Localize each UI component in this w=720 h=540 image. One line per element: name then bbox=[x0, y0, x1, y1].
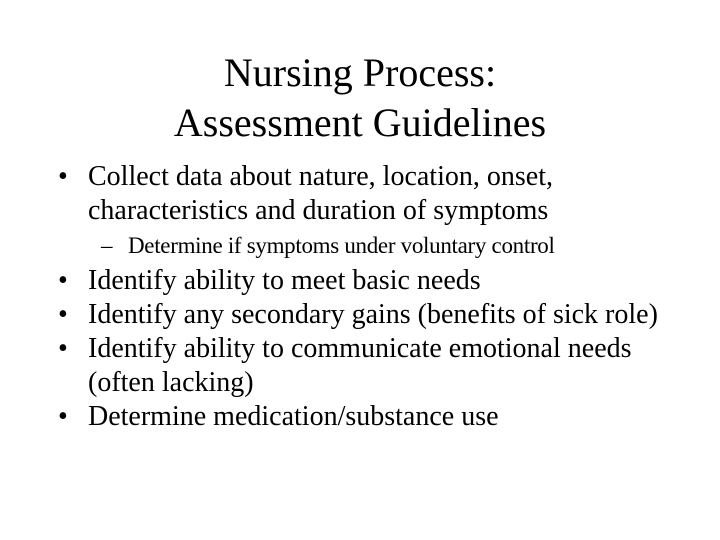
bullet-text: Determine medication/substance use bbox=[88, 401, 499, 432]
bullet-icon: • bbox=[58, 333, 68, 364]
bullet-icon: • bbox=[58, 401, 68, 432]
bullet-item bbox=[58, 160, 678, 228]
sub-bullet-text: Determine if symptoms under voluntary control bbox=[128, 233, 555, 258]
dash-icon: – bbox=[101, 233, 113, 258]
bullet-icon: • bbox=[58, 265, 68, 296]
bullet-text: Identify ability to communicate emotional needs (often lacking) bbox=[88, 333, 632, 398]
bullet-list bbox=[58, 160, 678, 434]
bullet-item bbox=[58, 332, 678, 400]
bullet-item bbox=[58, 264, 678, 298]
bullet-text: Identify any secondary gains (benefits of sick role) bbox=[88, 299, 658, 330]
title-line-2: Assessment Guidelines bbox=[173, 100, 547, 145]
bullet-item bbox=[58, 298, 678, 332]
bullet-item bbox=[58, 400, 678, 434]
slide-title bbox=[0, 48, 720, 148]
bullet-icon: • bbox=[58, 161, 68, 192]
bullet-icon: • bbox=[58, 299, 68, 330]
sub-bullet-item bbox=[58, 232, 678, 260]
bullet-text: Identify ability to meet basic needs bbox=[88, 265, 481, 296]
title-line-1: Nursing Process: bbox=[223, 50, 497, 95]
bullet-text: Collect data about nature, location, onset, characteristics and duration of symptoms bbox=[88, 161, 553, 226]
